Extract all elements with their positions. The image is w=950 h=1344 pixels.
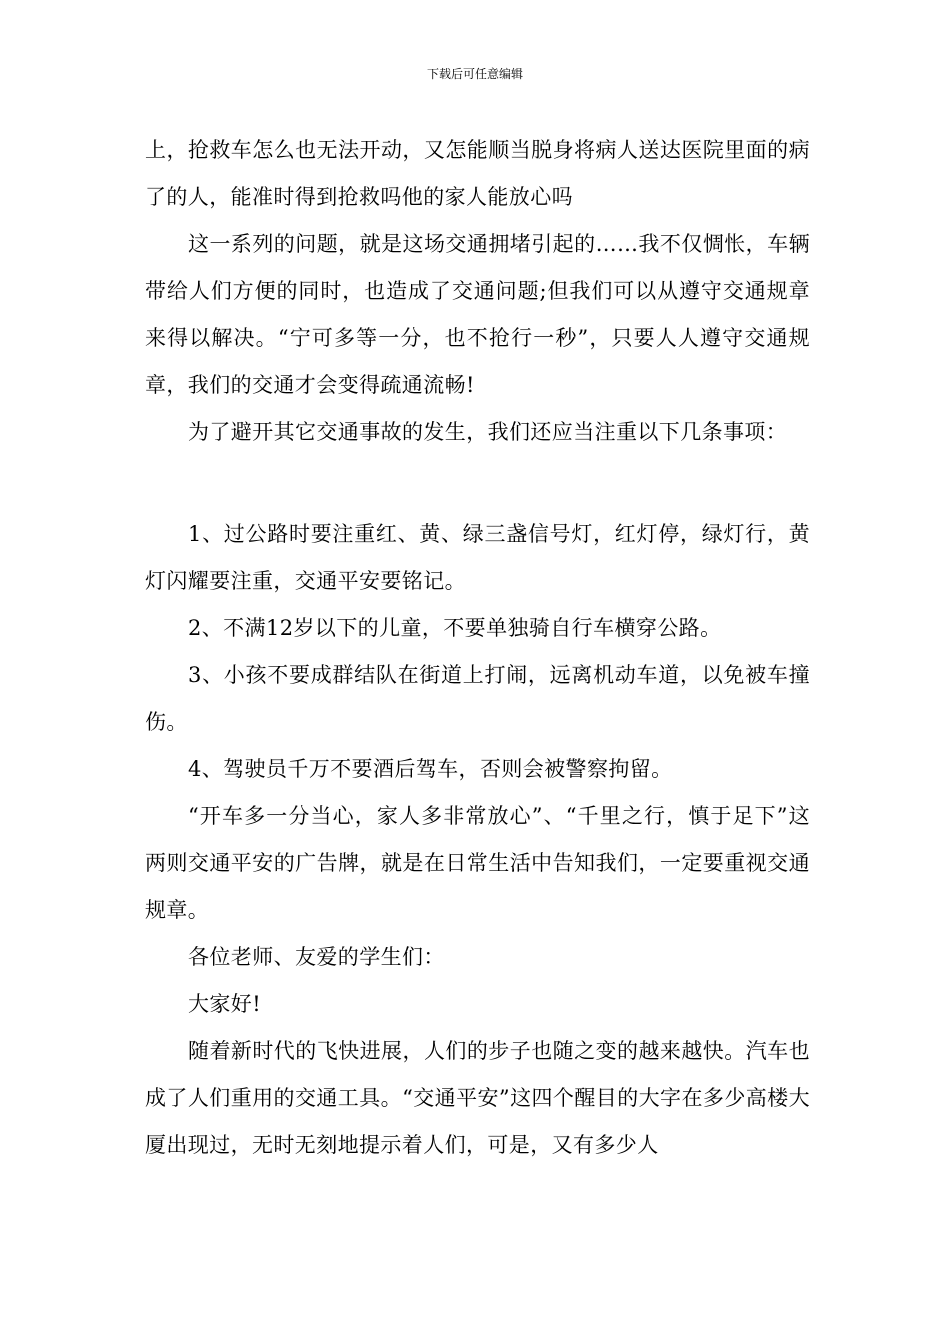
paragraph-2: 这一系列的问题，就是这场交通拥堵引起的……我不仅惆怅，车辆带给人们方便的同时，也造成了交通问题;但我们可以从遵守交通规章来得以解决。“宁可多等一分，也不抢行一秒”，只要人人遵守交通规章，我们的交通才会变得疏通流畅! — [145, 232, 810, 397]
list-item-2: 2、不满12岁以下的儿童，不要单独骑自行车横穿公路。 — [188, 616, 722, 640]
speech-salutation: 各位老师、友爱的学生们： — [188, 945, 445, 969]
paragraph-slogans: “开车多一分当心，家人多非常放心”、“千里之行，慎于足下”这两则交通平安的广告牌，就是在日常生活中告知我们，一定要重视交通规章。 — [145, 804, 810, 922]
paragraph-speech-body: 随着新时代的飞快进展，人们的步子也随之变的越来越快。汽车也成了人们重用的交通工具。“交通平安”这四个醒目的大字在多少高楼大厦出现过，无时无刻地提示着人们，可是，又有多少人 — [145, 1039, 810, 1157]
list-item-4: 4、驾驶员千万不要酒后驾车，否则会被警察拘留。 — [188, 757, 673, 781]
paragraph-3: 为了避开其它交通事故的发生，我们还应当注重以下几条事项： — [188, 420, 788, 444]
document-body — [145, 127, 810, 1169]
speech-greeting: 大家好! — [188, 992, 262, 1016]
list-item-3: 3、小孩不要成群结队在街道上打闹，远离机动车道，以免被车撞伤。 — [145, 663, 810, 734]
list-item-1: 1、过公路时要注重红、黄、绿三盏信号灯，红灯停，绿灯行，黄灯闪耀要注重，交通平安要铭记。 — [145, 522, 810, 593]
paragraph-1: 上，抢救车怎么也无法开动，又怎能顺当脱身将病人送达医院里面的病了的人，能准时得到抢救吗他的家人能放心吗 — [145, 138, 810, 209]
paragraph-gap — [145, 456, 810, 511]
page-header: 下载后可任意编辑 — [426, 67, 523, 81]
